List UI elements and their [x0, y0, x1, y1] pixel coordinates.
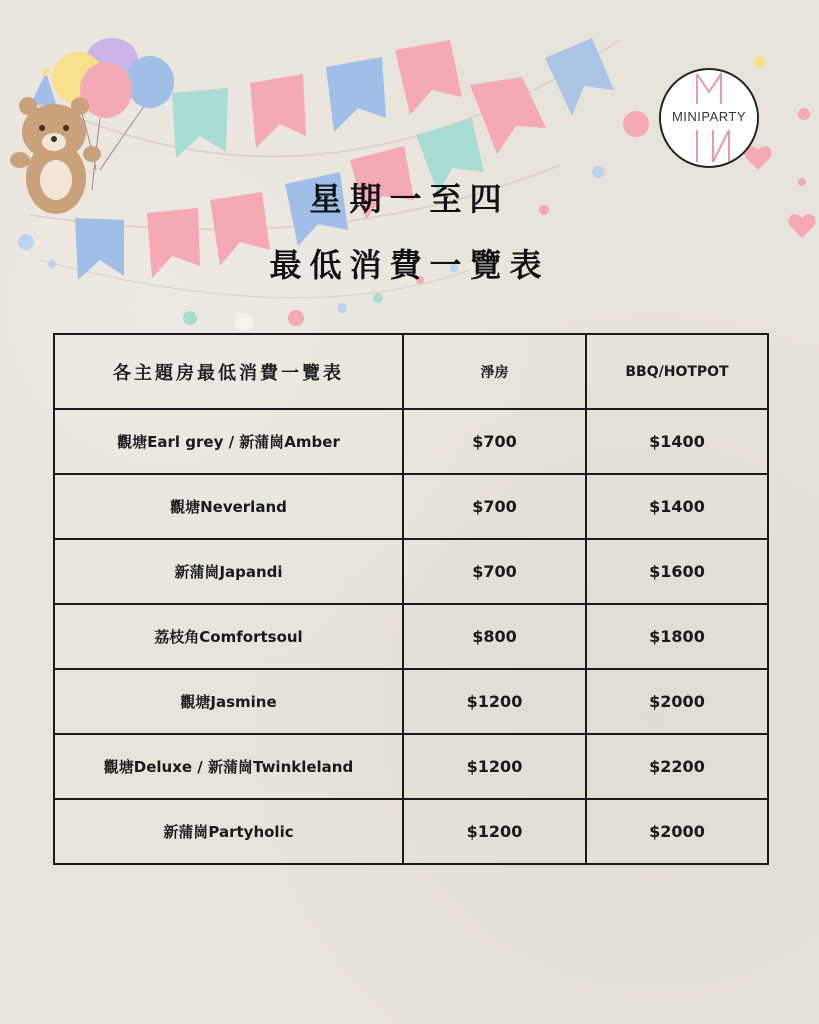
page-subtitle: 最低消費一覽表 [269, 246, 550, 284]
room-only-price: $1200 [403, 799, 586, 864]
room-only-price: $700 [403, 409, 586, 474]
minimum-spend-table [53, 333, 769, 865]
bunting-decoration [0, 0, 819, 340]
table-row [54, 604, 768, 669]
header-room: 各主題房最低消費一覽表 [54, 334, 403, 409]
bbq-hotpot-price: $1400 [586, 409, 768, 474]
table-row [54, 799, 768, 864]
header-room-only: 淨房 [403, 334, 586, 409]
room-name: 觀塘Earl grey / 新蒲崗Amber [54, 409, 403, 474]
table-row [54, 474, 768, 539]
bbq-hotpot-price: $2000 [586, 669, 768, 734]
room-only-price: $1200 [403, 669, 586, 734]
room-only-price: $700 [403, 539, 586, 604]
room-only-price: $1200 [403, 734, 586, 799]
room-name: 新蒲崗Japandi [54, 539, 403, 604]
logo-text: MINIPARTY [661, 108, 757, 126]
miniparty-logo [659, 68, 759, 168]
table-row [54, 409, 768, 474]
bbq-hotpot-price: $1800 [586, 604, 768, 669]
room-name: 觀塘Deluxe / 新蒲崗Twinkleland [54, 734, 403, 799]
room-name: 新蒲崗Partyholic [54, 799, 403, 864]
header-bbq-hotpot: BBQ/HOTPOT [586, 334, 768, 409]
table-row [54, 669, 768, 734]
table-row [54, 734, 768, 799]
room-name: 荔枝角Comfortsoul [54, 604, 403, 669]
bbq-hotpot-price: $2000 [586, 799, 768, 864]
bbq-hotpot-price: $1600 [586, 539, 768, 604]
table-header-row [54, 334, 768, 409]
page-title: 星期一至四 [309, 180, 510, 218]
bbq-hotpot-price: $2200 [586, 734, 768, 799]
room-only-price: $800 [403, 604, 586, 669]
table-row [54, 539, 768, 604]
room-only-price: $700 [403, 474, 586, 539]
room-name: 觀塘Neverland [54, 474, 403, 539]
room-name: 觀塘Jasmine [54, 669, 403, 734]
bbq-hotpot-price: $1400 [586, 474, 768, 539]
